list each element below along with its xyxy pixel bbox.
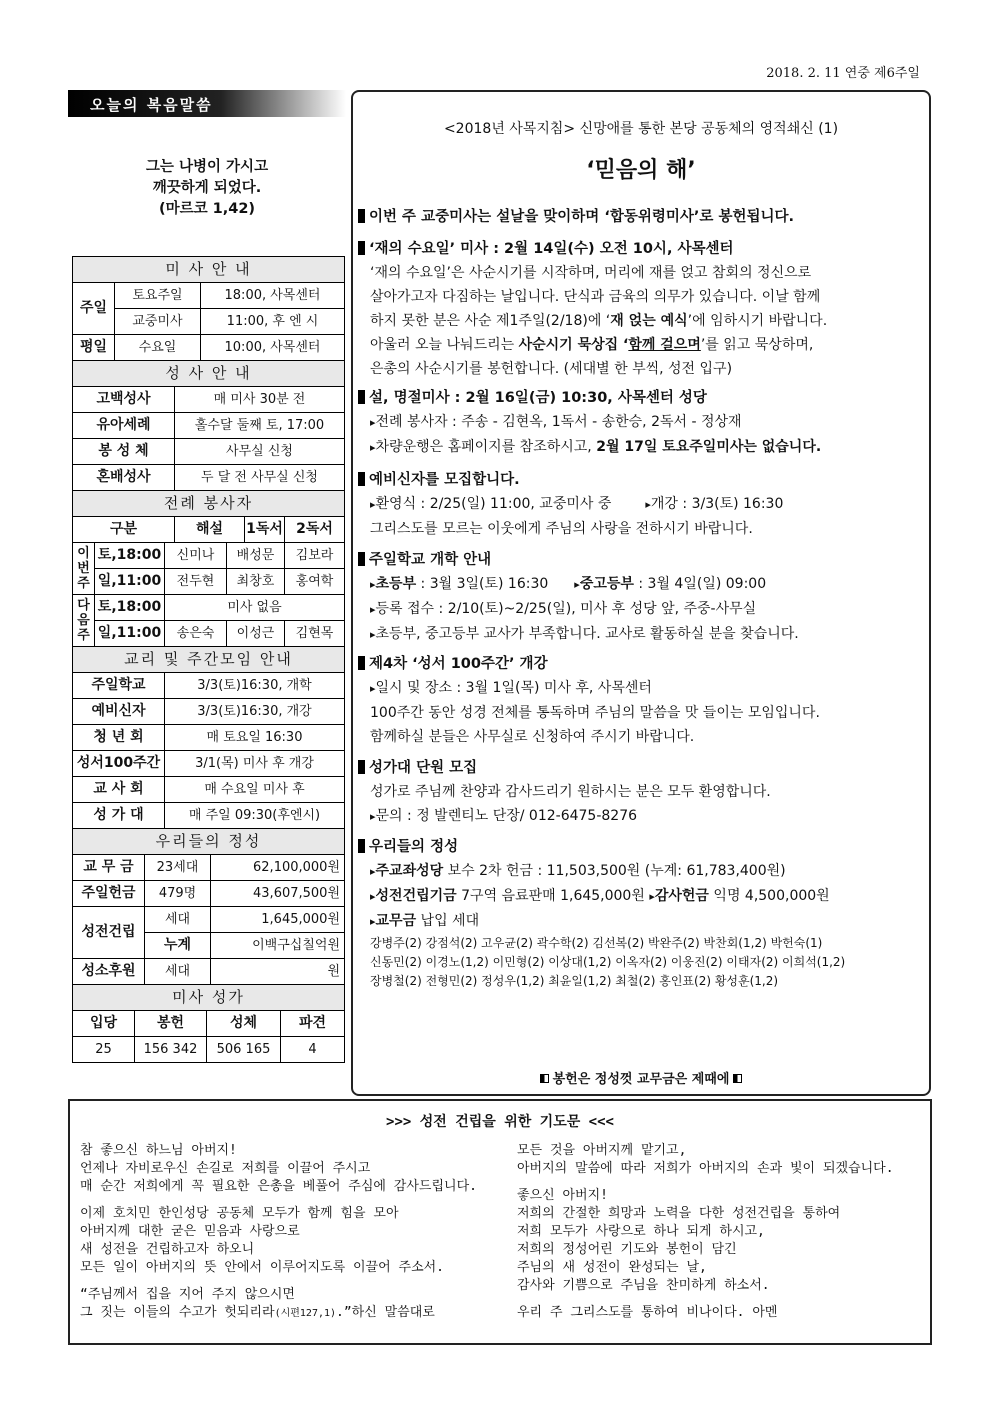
prayer-line: 언제나 자비로우신 손길로 저희를 이끌어 주시고 <box>80 1161 371 1176</box>
notice-catechumens <box>358 468 928 541</box>
notice-heading: 설, 명절미사 : 2월 16일(금) 10:30, 사목센터 성당 <box>369 390 707 406</box>
server-name: 김보라 <box>285 543 345 569</box>
offering-name: 성소후원 <box>73 959 145 985</box>
meeting-info: 매 수요일 미사 후 <box>165 777 345 803</box>
offering-name: 주일헌금 <box>73 881 145 907</box>
notice-choir <box>358 756 928 829</box>
gospel-line: 그는 나병이 가시고 <box>145 159 269 175</box>
footer-slogan <box>351 1068 931 1087</box>
gospel-reference: (마르코 1,42) <box>158 201 256 217</box>
prayer-line: 매 순간 저희에게 꼭 필요한 은총을 베풀어 주심에 감사드립니다. <box>80 1179 477 1194</box>
text-part: 차량운행은 홈페이지를 참조하시고, <box>375 439 597 455</box>
sacrament-info: 홀수달 둘째 토, 17:00 <box>175 413 345 439</box>
notice-sunday-school <box>358 548 928 647</box>
meeting-info: 3/1(목) 미사 후 개강 <box>165 751 345 777</box>
prayer-line: 참 좋으신 하느님 아버지! <box>80 1143 237 1158</box>
meeting-info: 3/3(토)16:30, 개강 <box>165 699 345 725</box>
bullet-icon <box>358 760 365 774</box>
bullet-icon <box>358 472 365 486</box>
server-time: 토,18:00 <box>95 595 165 621</box>
hymns-table <box>72 984 345 1063</box>
prayer-line: 주님의 새 성전이 완성되는 날, <box>517 1260 707 1275</box>
text-part: .”하신 말씀대로 <box>336 1305 435 1320</box>
prayer-line: 감사와 기쁨으로 주님을 찬미하게 하소서. <box>517 1278 770 1293</box>
mass-time: 10:00, 사목센터 <box>201 335 345 361</box>
mass-time: 11:00, 후 엔 시 <box>201 309 345 335</box>
info-sidebar <box>72 256 344 1063</box>
gospel-verse <box>68 157 346 220</box>
offering-count: 23세대 <box>145 855 211 881</box>
server-name: 송은숙 <box>165 621 227 647</box>
sacrament-name: 혼배성사 <box>73 465 175 491</box>
notice-text <box>358 884 928 909</box>
text-bold: 2월 17일 토요주일미사는 없습니다. <box>596 439 822 455</box>
donor-names: 장병철(2) 전형민(2) 정성우(1,2) 최윤일(1,2) 최철(2) 홍인표(2) 황성훈(1,2) <box>370 974 779 988</box>
notice-text: 함께하실 분들은 사무실로 신청하여 주시기 바랍니다. <box>370 729 695 745</box>
offering-amount: 이백구십칠억원 <box>211 933 345 959</box>
notice-new-year-mass <box>358 386 928 460</box>
sacrament-name: 봉 성 체 <box>73 439 175 465</box>
weekday-label: 평일 <box>73 335 115 361</box>
notice-text: ▸ 초등부, 중고등부 교사가 부족합니다. 교사로 활동하실 분을 찾습니다. <box>358 622 928 647</box>
text-bold: 재 얹는 예식 <box>610 313 688 329</box>
text-part: ’에 임하시기 바랍니다. <box>687 313 828 329</box>
bullet-icon <box>358 209 365 223</box>
text-bold: 사순시기 묵상집 <box>518 337 619 353</box>
sacrament-info: 두 달 전 사무실 신청 <box>175 465 345 491</box>
offering-amount: 62,100,000원 <box>211 855 345 881</box>
text-part: 7구역 음료판매 1,645,000원 <box>456 888 650 904</box>
text-part: ▸ 개강 : 3/3(토) 16:30 <box>645 496 783 512</box>
offering-amount: 1,645,000원 <box>211 907 345 933</box>
hymn-number: 4 <box>281 1037 345 1063</box>
mass-table <box>72 256 345 543</box>
column-header: 파견 <box>281 1011 345 1037</box>
next-week-label: 다음주 <box>73 595 95 647</box>
text-bold: ‘ <box>618 337 629 353</box>
notice-text <box>358 435 928 460</box>
meeting-info: 매 토요일 16:30 <box>165 725 345 751</box>
notice-text: 그리스도를 모르는 이웃에게 주님의 사랑을 전하시기 바랍니다. <box>370 521 753 537</box>
server-name: 이성근 <box>227 621 285 647</box>
sacrament-title: 성 사 안 내 <box>73 361 345 387</box>
notice-text <box>358 492 928 517</box>
meeting-info: 매 주일 09:30(후엔시) <box>165 803 345 829</box>
bullet-icon <box>358 839 365 853</box>
meetings-table <box>72 646 345 829</box>
text-part: 납입 세대 <box>416 913 480 929</box>
column-header: 1독서 <box>245 517 285 543</box>
psalm-reference: (시편127,1) <box>274 1308 337 1319</box>
notice-heading: 이번 주 교중미사는 설날을 맞이하며 ‘합동위령미사’로 봉헌됩니다. <box>369 209 795 225</box>
meeting-name: 성서100주간 <box>73 751 165 777</box>
sacrament-name: 고백성사 <box>73 387 175 413</box>
notice-text: 100주간 동안 성경 전체를 통독하며 주님의 말씀을 맛 들이는 모임입니다. <box>370 705 820 721</box>
prayer-line: 아버지께 대한 굳은 믿음과 사랑으로 <box>80 1224 300 1239</box>
this-week-label: 이번주 <box>73 543 95 595</box>
server-name: 최창호 <box>227 569 285 595</box>
prayer-line: “주님께서 집을 지어 주지 않으시면 <box>80 1287 295 1302</box>
notice-text <box>358 309 928 333</box>
gospel-title-bar <box>68 90 346 117</box>
text-bold: 중고등부 <box>579 576 634 592</box>
notice-text <box>358 909 928 934</box>
notice-heading: 성가대 단원 모집 <box>369 760 478 776</box>
meeting-name: 주일학교 <box>73 673 165 699</box>
slogan-mark-icon <box>540 1074 549 1083</box>
offering-name: 성전건립 <box>73 907 145 959</box>
prayer-line: 우리 주 그리스도를 통하여 비나이다. 아멘 <box>517 1305 778 1320</box>
column-header: 해설 <box>175 517 245 543</box>
text-part: 하지 못한 분은 사순 제1주일(2/18)에 ‘ <box>370 313 611 329</box>
notice-heading: 우리들의 정성 <box>369 839 459 855</box>
cumulative-label: 누계 <box>145 933 211 959</box>
server-time: 일,11:00 <box>95 621 165 647</box>
offering-count: 세대 <box>145 907 211 933</box>
text-part: : 3월 4일(일) 09:00 <box>633 576 767 592</box>
notice-text: ▸ 전례 봉사자 : 주송 - 김현옥, 1독서 - 송한승, 2독서 - 정상재 <box>358 410 928 435</box>
bullet-icon <box>358 656 365 670</box>
notice-heading: 주일학교 개학 안내 <box>369 552 492 568</box>
prayer-line: 좋으신 아버지! <box>517 1188 609 1203</box>
notice-text: ▸ 등록 접수 : 2/10(토)~2/25(일), 미사 후 성당 앞, 주중-사무실 <box>358 597 928 622</box>
text-part: 아울러 오늘 나눠드리는 <box>370 337 519 353</box>
offering-amount: 43,607,500원 <box>211 881 345 907</box>
year-title: ‘믿음의 해’ <box>586 158 696 183</box>
column-header: 봉헌 <box>135 1011 207 1037</box>
notice-ash-wednesday <box>358 237 928 381</box>
gospel-line: 깨끗하게 되었다. <box>152 180 262 196</box>
bullet-icon <box>358 241 365 255</box>
text-part: 익명 4,500,000원 <box>708 888 830 904</box>
no-mass-note: 미사 없음 <box>165 595 345 621</box>
server-name: 배성문 <box>227 543 285 569</box>
sacrament-name: 유아세례 <box>73 413 175 439</box>
prayer-line <box>80 1304 477 1323</box>
text-bold: 교무금 <box>375 913 417 929</box>
text-bold: 주교좌성당 <box>375 863 444 879</box>
booklet-title: 함께 걸으며 <box>628 337 701 353</box>
notice-text: ‘재의 수요일’은 사순시기를 시작하며, 머리에 재를 얹고 참회의 정신으로 <box>370 265 812 281</box>
sunday-label: 주일 <box>73 283 115 335</box>
mass-time: 18:00, 사목센터 <box>201 283 345 309</box>
mass-name: 교중미사 <box>115 309 201 335</box>
prayer-line: 아버지의 말씀에 따라 저희가 아버지의 손과 빛이 되겠습니다. <box>517 1161 894 1176</box>
donor-names: 강병주(2) 강점석(2) 고우균(2) 곽수학(2) 김선복(2) 박완주(2) 박찬회(1,2) 박헌숙(1) <box>370 936 823 950</box>
server-name: 신미나 <box>165 543 227 569</box>
slogan-text: 봉헌은 정성껏 교무금은 제때에 <box>552 1072 730 1087</box>
prayer-line: 모든 일이 아버지의 뜻 안에서 이루어지도록 이끌어 주소서. <box>80 1260 445 1275</box>
column-header: 입당 <box>73 1011 135 1037</box>
sacrament-info: 사무실 신청 <box>175 439 345 465</box>
notice-offerings <box>358 835 928 991</box>
donor-names: 신동민(2) 이경노(1,2) 이민형(2) 이상대(1,2) 이옥자(2) 이웅진(2) 이태자(2) 이희석(1,2) <box>370 955 846 969</box>
text-bold: 감사헌금 <box>654 888 709 904</box>
meeting-name: 청 년 회 <box>73 725 165 751</box>
offering-name: 교 무 금 <box>73 855 145 881</box>
prayer-line: 저희 모두가 사랑으로 하나 되게 하시고, <box>517 1224 765 1239</box>
meeting-name: 교 사 회 <box>73 777 165 803</box>
notice-text: 성가로 주님께 찬양과 감사드리기 원하시는 분은 모두 환영합니다. <box>370 784 771 800</box>
notice-text <box>358 572 928 597</box>
prayer-box <box>68 1099 932 1345</box>
text-bold: 초등부 <box>375 576 417 592</box>
notice-heading: ‘재의 수요일’ 미사 : 2월 14일(수) 오전 10시, 사목센터 <box>369 241 734 257</box>
prayer-line: 새 성전을 건립하고자 하오니 <box>80 1242 255 1257</box>
hymn-number: 156 342 <box>135 1037 207 1063</box>
offering-table <box>72 828 345 985</box>
servers-title: 전례 봉사자 <box>73 491 345 517</box>
notice-text <box>358 859 928 884</box>
column-header: 2독서 <box>285 517 345 543</box>
prayer-line: 모든 것을 아버지께 맡기고, <box>517 1143 687 1158</box>
notice-text <box>358 333 928 357</box>
column-header: 성체 <box>207 1011 281 1037</box>
servers-table <box>72 542 345 647</box>
hymn-number: 25 <box>73 1037 135 1063</box>
server-name: 김현목 <box>285 621 345 647</box>
notice-text: 은총의 사순시기를 봉헌합니다. (세대별 한 부씩, 성전 입구) <box>370 361 733 377</box>
text-part: 그 짓는 이들의 수고가 헛되리라 <box>80 1305 275 1320</box>
text-part: ▸ 환영식 : 2/25(일) 11:00, 교중미사 중 <box>370 496 611 512</box>
pastoral-subtitle: <2018년 사목지침> 신망애를 통한 본당 공동체의 영적쇄신 (1) <box>443 121 839 137</box>
text-part: : 3월 3일(토) 16:30 <box>416 576 549 592</box>
prayer-right-column <box>517 1142 894 1322</box>
gospel-title: 오늘의 복음말씀 <box>90 96 213 114</box>
meeting-info: 3/3(토)16:30, 개학 <box>165 673 345 699</box>
text-part: ’를 읽고 묵상하며, <box>700 337 814 353</box>
slogan-mark-icon <box>733 1074 742 1083</box>
server-name: 전두현 <box>165 569 227 595</box>
bullet-icon <box>358 552 365 566</box>
bulletin-date: 2018. 2. 11 연중 제6주일 <box>766 66 920 81</box>
bullet-icon <box>358 390 365 404</box>
offering-count: 479명 <box>145 881 211 907</box>
notice-heading: 제4차 ‘성서 100주간’ 개강 <box>369 656 548 672</box>
meeting-name: 성 가 대 <box>73 803 165 829</box>
text-part: 보수 2차 헌금 : 11,503,500원 (누계: 61,783,400원) <box>443 863 786 879</box>
prayer-left-column <box>80 1142 477 1323</box>
mass-name: 수요일 <box>115 335 201 361</box>
hymns-title: 미사 성가 <box>73 985 345 1011</box>
prayer-line: 이제 호치민 한인성당 공동체 모두가 함께 힘을 모아 <box>80 1206 399 1221</box>
prayer-line: 저희의 정성어린 기도와 봉헌이 담긴 <box>517 1242 737 1257</box>
sacrament-info: 매 미사 30분 전 <box>175 387 345 413</box>
offering-count: 세대 <box>145 959 211 985</box>
offering-amount: 원 <box>211 959 345 985</box>
column-header: 구분 <box>73 517 175 543</box>
notice-heading: 예비신자를 모집합니다. <box>369 472 520 488</box>
meeting-name: 예비신자 <box>73 699 165 725</box>
notice-memorial-mass <box>358 205 928 229</box>
server-time: 토,18:00 <box>95 543 165 569</box>
hymn-number: 506 165 <box>207 1037 281 1063</box>
meetings-title: 교리 및 주간모임 안내 <box>73 647 345 673</box>
prayer-title: >>> 성전 건립을 위한 기도문 <<< <box>386 1114 614 1130</box>
notice-bible-study <box>358 652 928 749</box>
prayer-line: 저희의 간절한 희망과 노력을 다한 성전건립을 통하여 <box>517 1206 841 1221</box>
notice-text: ▸ 문의 : 정 발렌티노 단장/ 012-6475-8276 <box>358 804 928 829</box>
offering-title: 우리들의 정성 <box>73 829 345 855</box>
mass-title: 미 사 안 내 <box>73 257 345 283</box>
server-time: 일,11:00 <box>95 569 165 595</box>
server-name: 홍여학 <box>285 569 345 595</box>
mass-name: 토요주일 <box>115 283 201 309</box>
notice-text: ▸ 일시 및 장소 : 3월 1일(목) 미사 후, 사목센터 <box>358 676 928 701</box>
text-bold: 성전건립기금 <box>375 888 457 904</box>
notice-text: 살아가고자 다짐하는 날입니다. 단식과 금육의 의무가 있습니다. 이날 함께 <box>370 289 821 305</box>
